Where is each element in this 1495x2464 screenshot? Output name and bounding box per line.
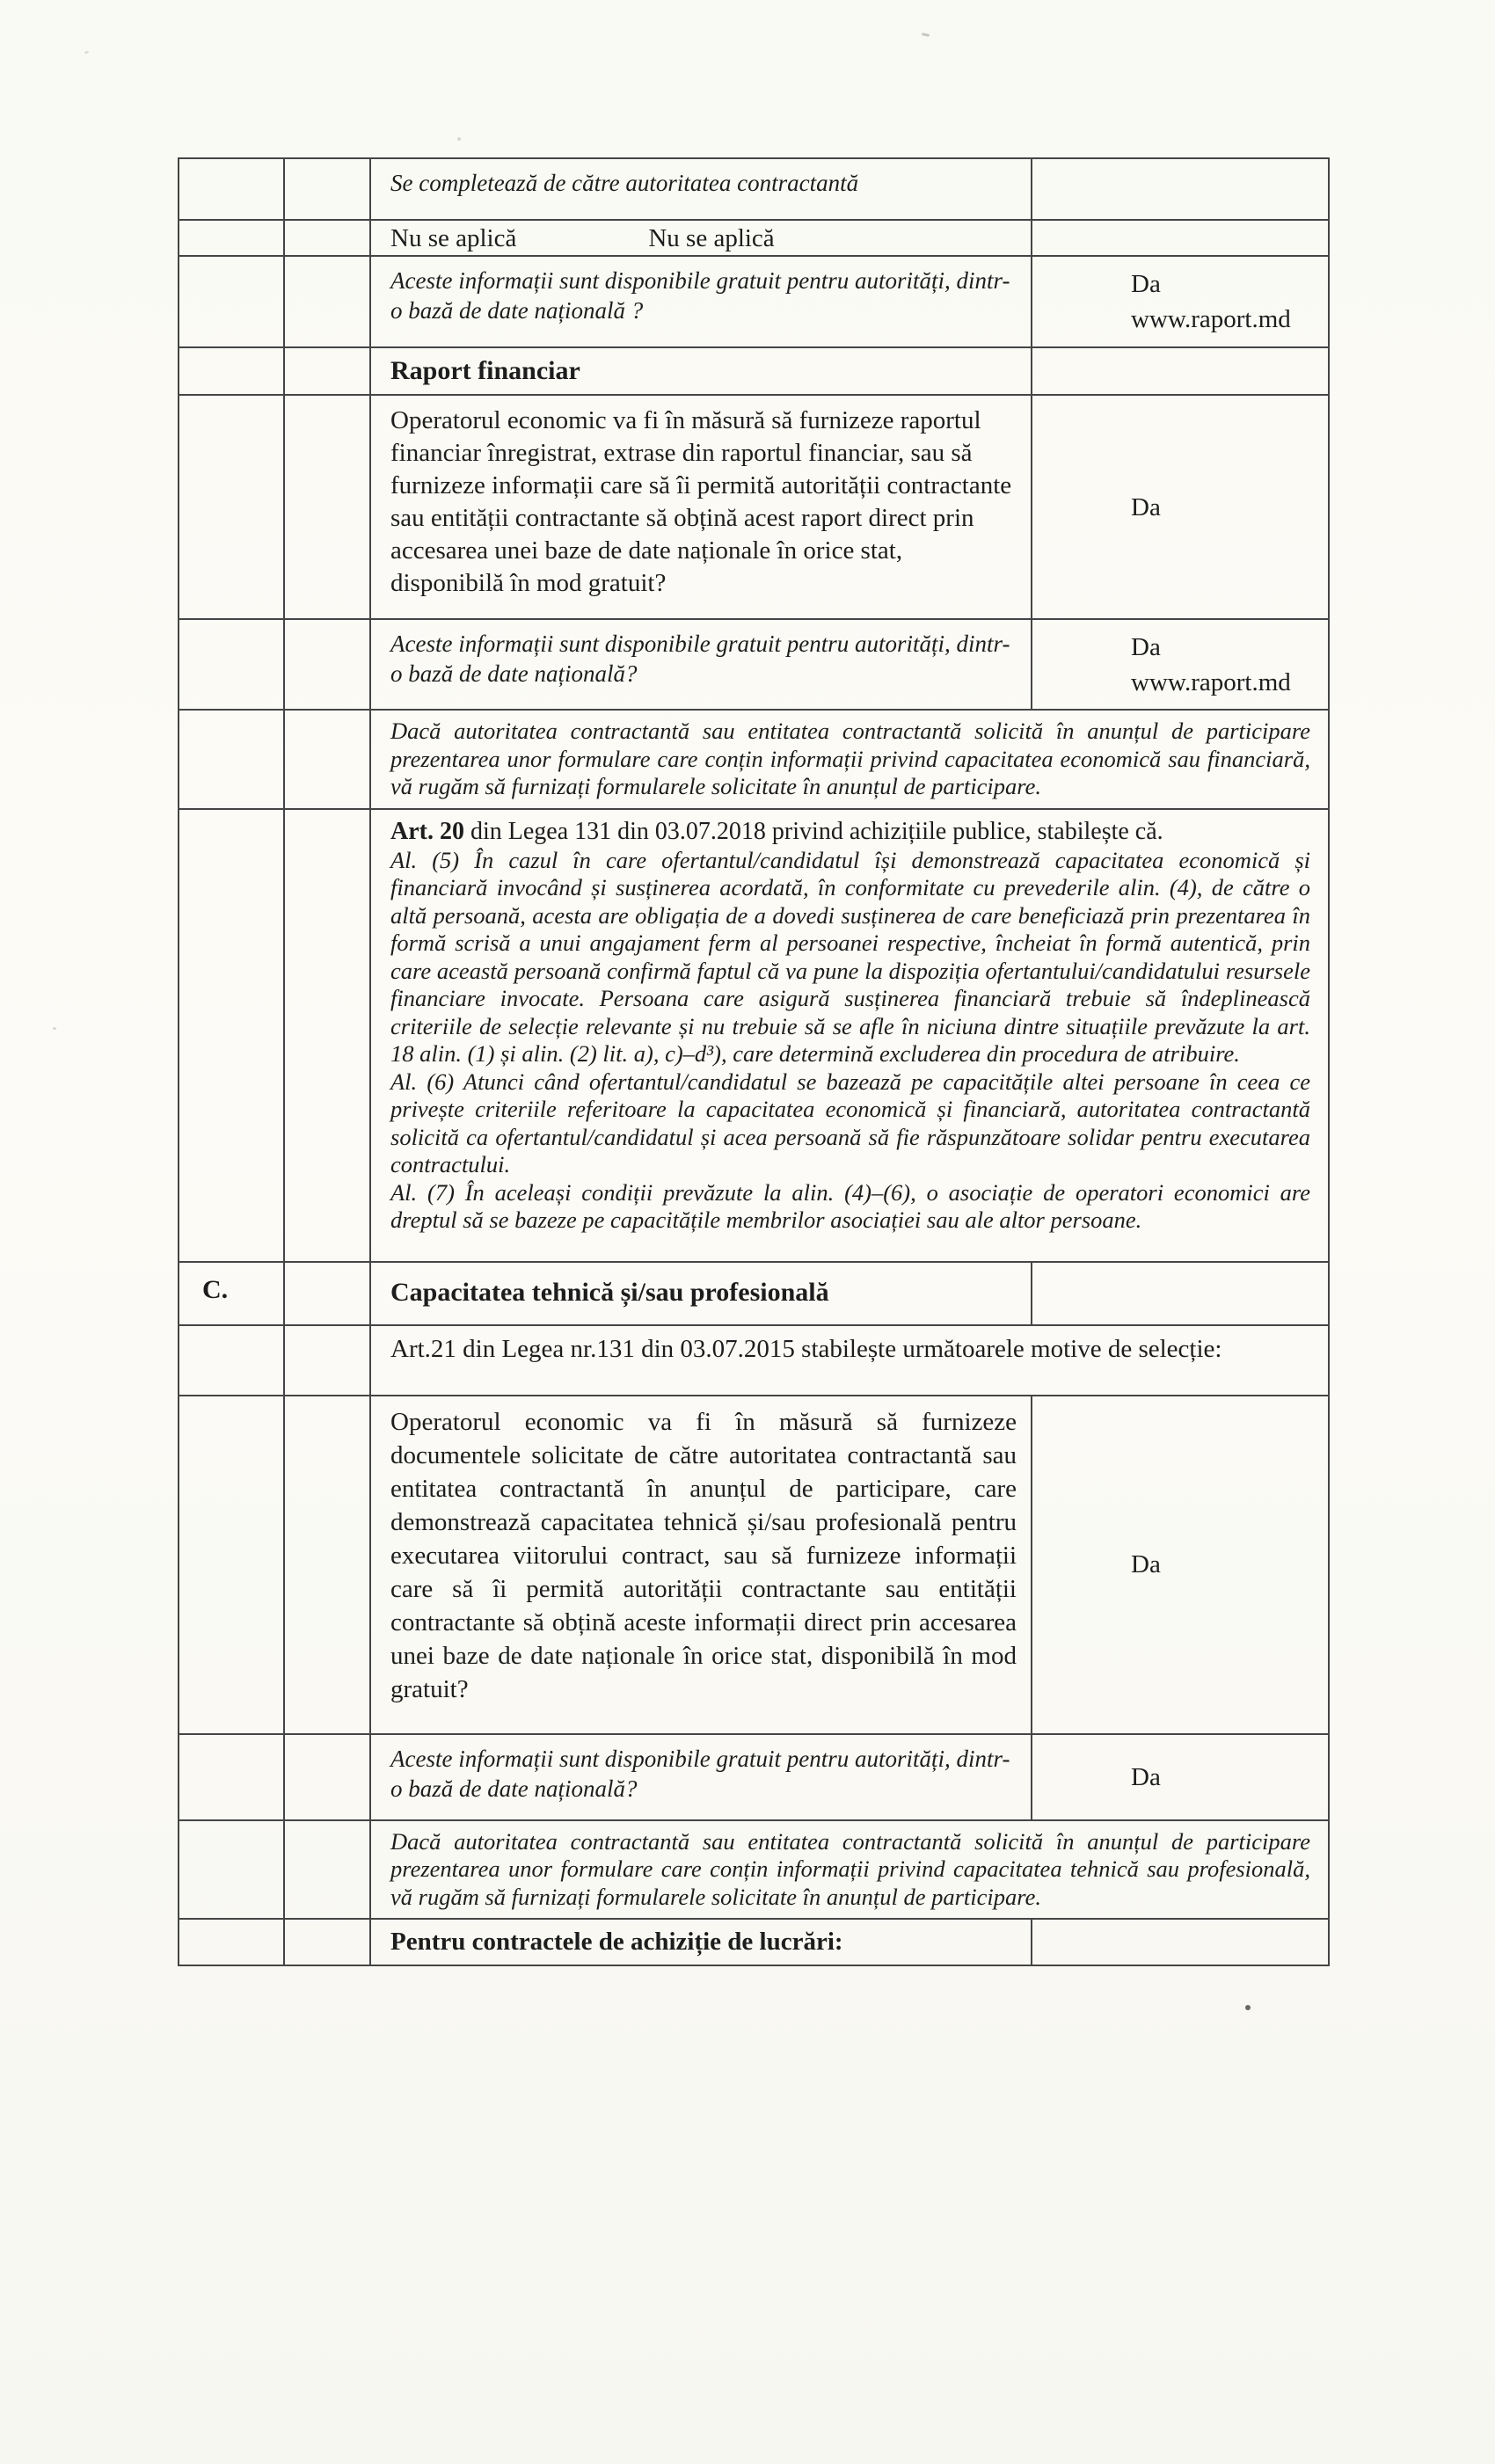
article-number: Art. 20 <box>390 817 464 845</box>
law-paragraph-al6: Al. (6) Atunci când ofertantul/candidatul se bazează pe capacitățile altei persoane în ceea ce privește criteriile referitoare la capacitatea economică și financiară, autoritatea contractantă solicită ca ofertantul/candidatul și acea persoană să fie răspunzătoare solidar pentru executarea contractului. <box>390 1068 1310 1177</box>
not-applicable-values <box>390 224 1017 252</box>
table-row <box>179 257 1330 348</box>
table-row <box>179 1821 1330 1921</box>
spacer-cell <box>285 1920 371 1965</box>
scan-speck <box>922 33 930 37</box>
technical-capacity-question: Operatorul economic va fi în măsură să furnizeze documentele solicitate de către autoritatea contractantă sau entitatea contractantă în anunțul de participare, care demonstrează capacitatea tehnică și/sau profesională pentru executarea viitorului contract, sau să furnizeze informații care să îi permită autorității contractante sau entității contractante să obțină aceste informații direct prin accesarea unei baze de date naționale în orice stat, disponibilă în mod gratuit? <box>390 1407 1017 1703</box>
note-cell <box>371 159 1032 219</box>
spacer-cell <box>285 1326 371 1395</box>
table-row <box>179 1263 1330 1326</box>
table-row <box>179 348 1330 396</box>
index-cell <box>179 221 285 255</box>
answer-cell <box>1032 221 1330 255</box>
answer-da: Da <box>1131 1550 1161 1578</box>
index-cell <box>179 348 285 394</box>
law-intro-cell <box>371 1326 1330 1395</box>
index-cell <box>179 810 285 1261</box>
table-row <box>179 396 1330 620</box>
heading-cell <box>371 1920 1032 1965</box>
answer-cell <box>1032 1263 1330 1324</box>
index-cell <box>179 1821 285 1919</box>
question-cell <box>371 396 1032 618</box>
spacer-cell <box>285 1263 371 1324</box>
spacer-cell <box>285 257 371 346</box>
answer-source-url: www.raport.md <box>1131 305 1291 333</box>
heading-cell <box>371 348 1032 394</box>
economic-forms-note: Dacă autoritatea contractantă sau entitatea contractantă solicită în anunțul de participare prezentarea unor formulare care conțin informații privind capacitatea economică sau financiară, vă rugăm să furnizați formularele solicitate în anunțul de participare. <box>390 718 1310 799</box>
spacer-cell <box>285 159 371 219</box>
index-cell <box>179 257 285 346</box>
answer-cell <box>1032 620 1330 709</box>
spacer-cell <box>285 1735 371 1819</box>
spacer-cell <box>285 396 371 618</box>
section-letter: C. <box>202 1274 229 1304</box>
spacer-cell <box>285 1821 371 1919</box>
scan-dot <box>1245 2005 1251 2010</box>
index-cell <box>179 620 285 709</box>
note-cell <box>371 1821 1330 1919</box>
question-cell <box>371 1735 1032 1819</box>
spacer-cell <box>285 1396 371 1733</box>
law-paragraph-al5: Al. (5) În cazul în care ofertantul/candidatul își demonstrează capacitatea economică și financiară invocând și susținerea acordată, în conformitate cu prevederile alin. (4), de către o altă persoană, acesta are obligația de a dovedi susținerea de care beneficiază prin prezentarea în formă scrisă a unui angajament ferm al persoanei respective, încheiat în formă autentică, prin care această persoană confirmă faptul că va pune la dispoziția ofertantului/candidatului resursele financiare invocate. Persoana care asigură susținerea financiară trebuie să îndeplinească criteriile de selecție relevante și nu trebuie să se afle în niciuna dintre situațiile prevăzute la art. 18 alin. (1) și alin. (2) lit. a), c)–d³), care determină excluderea din procedura de atribuire. <box>390 846 1310 1067</box>
availability-question: Aceste informații sunt disponibile gratuit pentru autorități, dintr-o bază de date națională? <box>390 1745 1010 1802</box>
procurement-form-table <box>178 157 1330 1966</box>
index-cell <box>179 159 285 219</box>
technical-capacity-heading: Capacitatea tehnică și/sau profesională <box>390 1277 829 1307</box>
spacer-cell <box>285 711 371 808</box>
answer-cell <box>1032 1920 1330 1965</box>
availability-question: Aceste informații sunt disponibile gratuit pentru autorități, dintr-o bază de date națională ? <box>390 267 1010 324</box>
article-reference-text: din Legea 131 din 03.07.2018 privind achizițiile publice, stabilește că. <box>463 817 1163 845</box>
answer-cell <box>1032 396 1330 618</box>
answer-source-url: www.raport.md <box>1131 667 1291 696</box>
spacer-cell <box>285 348 371 394</box>
index-cell <box>179 1396 285 1733</box>
answer-cell <box>1032 348 1330 394</box>
spacer-cell <box>285 620 371 709</box>
answer-da: Da <box>1131 270 1161 298</box>
note-cell <box>371 711 1330 808</box>
heading-cell <box>371 1263 1032 1324</box>
scan-speck <box>457 137 461 141</box>
table-row <box>179 810 1330 1263</box>
art21-intro: Art.21 din Legea nr.131 din 03.07.2015 stabilește următoarele motive de selecție: <box>390 1334 1222 1363</box>
financial-report-question: Operatorul economic va fi în măsură să furnizeze raportul financiar înregistrat, extrase din raportul financiar, sau să furnizeze informații care să îi permită autorității contractante sau entității contractante să obțină acest raport direct prin accesarea unei baze de date naționale în orice stat, disponibilă în mod gratuit? <box>390 406 1012 597</box>
question-cell <box>371 257 1032 346</box>
financial-report-heading: Raport financiar <box>390 356 580 385</box>
completed-by-authority-note: Se completează de către autoritatea contractantă <box>390 170 859 196</box>
answer-cell <box>1032 159 1330 219</box>
index-cell <box>179 1735 285 1819</box>
law-paragraph-al7: Al. (7) În aceleași condiții prevăzute la alin. (4)–(6), o asociație de operatori economici are dreptul să se bazeze pe capacitățile membrilor asociației sau ale altor persoane. <box>390 1178 1310 1233</box>
law-reference-line <box>390 817 1310 847</box>
table-row <box>179 221 1330 257</box>
na-value-1: Nu se aplică <box>390 224 517 252</box>
values-cell <box>371 221 1032 255</box>
answer-da: Da <box>1131 1762 1161 1791</box>
answer-cell <box>1032 257 1330 346</box>
table-row <box>179 620 1330 711</box>
table-row <box>179 159 1330 221</box>
question-cell <box>371 1396 1032 1733</box>
answer-da: Da <box>1131 632 1161 661</box>
question-cell <box>371 620 1032 709</box>
table-row <box>179 1920 1330 1966</box>
index-cell <box>179 711 285 808</box>
na-value-2: Nu se aplică <box>648 224 775 252</box>
works-contracts-heading: Pentru contractele de achiziție de lucrări: <box>390 1928 843 1956</box>
table-row <box>179 1396 1330 1735</box>
scan-speck <box>53 1027 56 1030</box>
legal-text-cell <box>371 810 1330 1261</box>
answer-cell <box>1032 1396 1330 1733</box>
table-row <box>179 1735 1330 1821</box>
technical-forms-note: Dacă autoritatea contractantă sau entitatea contractantă solicită în anunțul de participare prezentarea unor formulare care conțin informații privind capacitatea tehnică sau profesională, vă rugăm să furnizați formularele solicitate în anunțul de participare. <box>390 1827 1310 1910</box>
availability-question: Aceste informații sunt disponibile gratuit pentru autorități, dintr-o bază de date națională? <box>390 631 1010 687</box>
answer-da: Da <box>1131 492 1161 521</box>
table-row <box>179 711 1330 810</box>
spacer-cell <box>285 810 371 1261</box>
table-row <box>179 1326 1330 1396</box>
answer-cell <box>1032 1735 1330 1819</box>
index-cell <box>179 1920 285 1965</box>
section-letter-cell <box>179 1263 285 1324</box>
index-cell <box>179 1326 285 1395</box>
scan-speck <box>84 50 90 55</box>
index-cell <box>179 396 285 618</box>
spacer-cell <box>285 221 371 255</box>
